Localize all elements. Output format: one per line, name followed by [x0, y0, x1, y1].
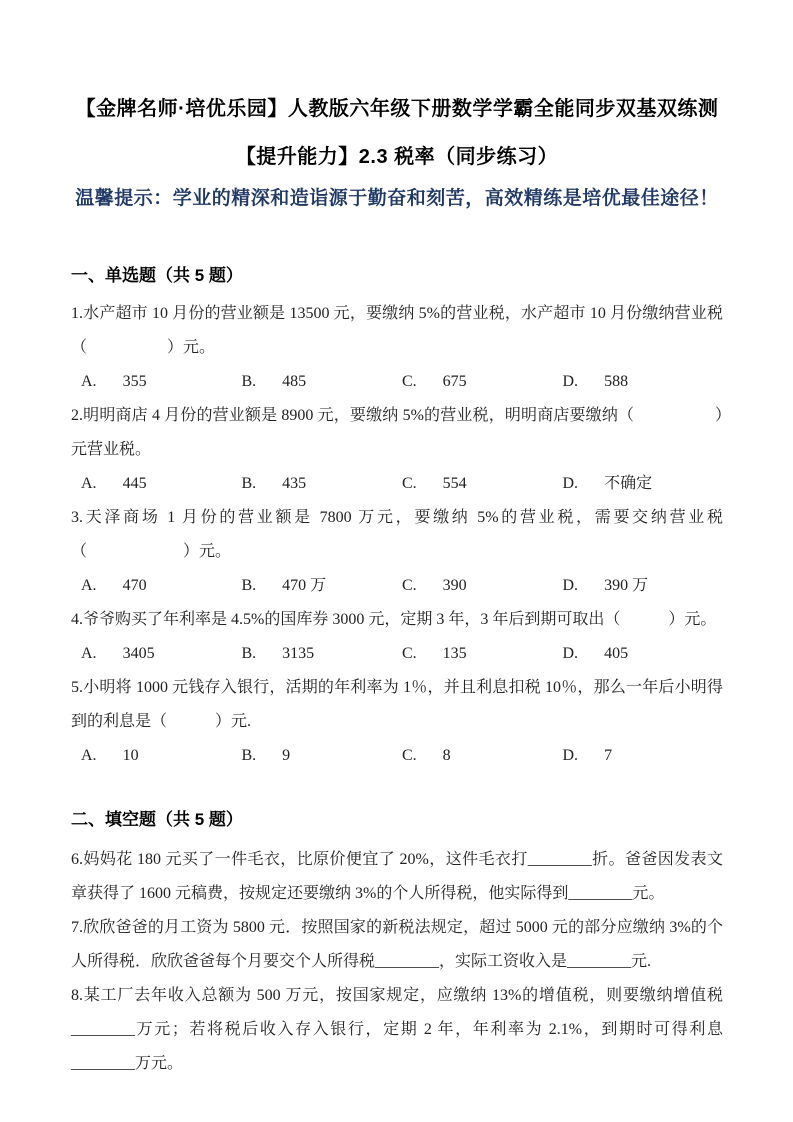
option-d — [563, 739, 724, 773]
option-b-label: B. — [241, 577, 257, 594]
question-8 — [71, 979, 723, 1081]
option-c — [402, 467, 563, 501]
tip-text: 温馨提示：学业的精深和造诣源于勤奋和刻苦，高效精练是培优最佳途径！ — [75, 188, 719, 209]
question-6 — [71, 843, 723, 911]
option-c-label: C. — [402, 747, 417, 764]
option-a-value: 355 — [122, 373, 147, 390]
option-d — [563, 637, 724, 671]
option-c — [402, 637, 563, 671]
option-d-label: D. — [562, 747, 579, 764]
option-b-value: 435 — [282, 475, 307, 492]
option-a — [81, 569, 242, 603]
option-a-label: A. — [81, 747, 97, 764]
option-a — [81, 467, 242, 501]
question-4 — [71, 603, 723, 671]
option-d-value: 不确定 — [604, 475, 653, 492]
question-2 — [71, 399, 723, 501]
option-a — [81, 637, 242, 671]
question-8-text: 8.某工厂去年收入总额为 500 万元，按国家规定，应缴纳 13%的增值税，则要缴纳增值税________万元；若将税后收入存入银行，定期 2 年，年利率为 2.1%，到期时可得利息________万元。 — [71, 987, 723, 1072]
option-d-value: 390 万 — [604, 577, 649, 594]
document-title-line1: 【金牌名师·培优乐园】人教版六年级下册数学学霸全能同步双基双练测 — [75, 98, 719, 120]
option-b — [242, 467, 403, 501]
option-c — [402, 569, 563, 603]
option-a-value: 10 — [122, 747, 139, 764]
option-d — [563, 365, 724, 399]
document-title-line2: 【提升能力】2.3 税率（同步练习） — [235, 146, 559, 168]
option-b — [242, 739, 403, 773]
option-b-label: B. — [241, 747, 257, 764]
section-2-heading: 二、填空题（共 5 题） — [71, 810, 243, 829]
option-c-label: C. — [402, 577, 417, 594]
option-d-value: 7 — [604, 747, 613, 764]
question-1-text: 1.水产超市 10 月份的营业额是 13500 元，要缴纳 5%的营业税，水产超市 10 月份缴纳营业税（ ）元。 — [71, 305, 723, 356]
option-c — [402, 739, 563, 773]
question-1 — [71, 297, 723, 399]
option-b-value: 9 — [282, 747, 291, 764]
option-b-label: B. — [241, 645, 257, 662]
option-a-value: 445 — [122, 475, 147, 492]
option-b — [242, 569, 403, 603]
option-c-value: 135 — [442, 645, 467, 662]
option-b-value: 470 万 — [282, 577, 327, 594]
question-5-text: 5.小明将 1000 元钱存入银行，活期的年利率为 1％，并且利息扣税 10％，那么一年后小明得到的利息是（ ）元. — [71, 679, 723, 730]
option-b-value: 3135 — [282, 645, 315, 662]
option-a-label: A. — [81, 577, 97, 594]
option-b-label: B. — [241, 475, 257, 492]
question-1-options — [71, 365, 723, 399]
option-c-value: 390 — [442, 577, 467, 594]
option-d-label: D. — [562, 373, 579, 390]
option-d — [563, 467, 724, 501]
question-3-text: 3.天泽商场 1 月份的营业额是 7800 万元，要缴纳 5%的营业税，需要交纳营业税（ ）元。 — [71, 509, 723, 560]
option-d-value: 588 — [604, 373, 629, 390]
option-c — [402, 365, 563, 399]
option-d-value: 405 — [604, 645, 629, 662]
option-d-label: D. — [562, 645, 579, 662]
option-d-label: D. — [562, 577, 579, 594]
option-b — [242, 365, 403, 399]
option-a — [81, 739, 242, 773]
question-5 — [71, 671, 723, 773]
question-4-text: 4.爷爷购买了年利率是 4.5%的国库券 3000 元，定期 3 年，3 年后到期可取出（ ）元。 — [71, 611, 717, 628]
option-c-label: C. — [402, 373, 417, 390]
option-d-label: D. — [562, 475, 579, 492]
option-c-value: 8 — [442, 747, 451, 764]
option-a-value: 470 — [122, 577, 147, 594]
question-2-text: 2.明明商店 4 月份的营业额是 8900 元，要缴纳 5%的营业税，明明商店要缴纳（ ）元营业税。 — [71, 407, 723, 458]
option-b-value: 485 — [282, 373, 307, 390]
question-2-options — [71, 467, 723, 501]
question-3 — [71, 501, 723, 603]
question-7-text: 7.欣欣爸爸的月工资为 5800 元．按照国家的新税法规定，超过 5000 元的部分应缴纳 3%的个人所得税．欣欣爸爸每个月要交个人所得税________，实际工资收入是________元. — [71, 919, 723, 970]
option-a-label: A. — [81, 645, 97, 662]
section-1-heading: 一、单选题（共 5 题） — [71, 266, 243, 285]
option-c-label: C. — [402, 645, 417, 662]
question-3-options — [71, 569, 723, 603]
option-a-value: 3405 — [122, 645, 155, 662]
option-b — [242, 637, 403, 671]
option-c-label: C. — [402, 475, 417, 492]
option-a-label: A. — [81, 475, 97, 492]
question-7 — [71, 911, 723, 979]
option-c-value: 554 — [442, 475, 467, 492]
option-d — [563, 569, 724, 603]
question-4-options — [71, 637, 723, 671]
option-c-value: 675 — [442, 373, 467, 390]
option-b-label: B. — [241, 373, 257, 390]
option-a-label: A. — [81, 373, 97, 390]
question-5-options — [71, 739, 723, 773]
option-a — [81, 365, 242, 399]
question-6-text: 6.妈妈花 180 元买了一件毛衣，比原价便宜了 20%，这件毛衣打________折。爸爸因发表文章获得了 1600 元稿费，按规定还要缴纳 3%的个人所得税，他实际得到________元。 — [71, 851, 723, 902]
